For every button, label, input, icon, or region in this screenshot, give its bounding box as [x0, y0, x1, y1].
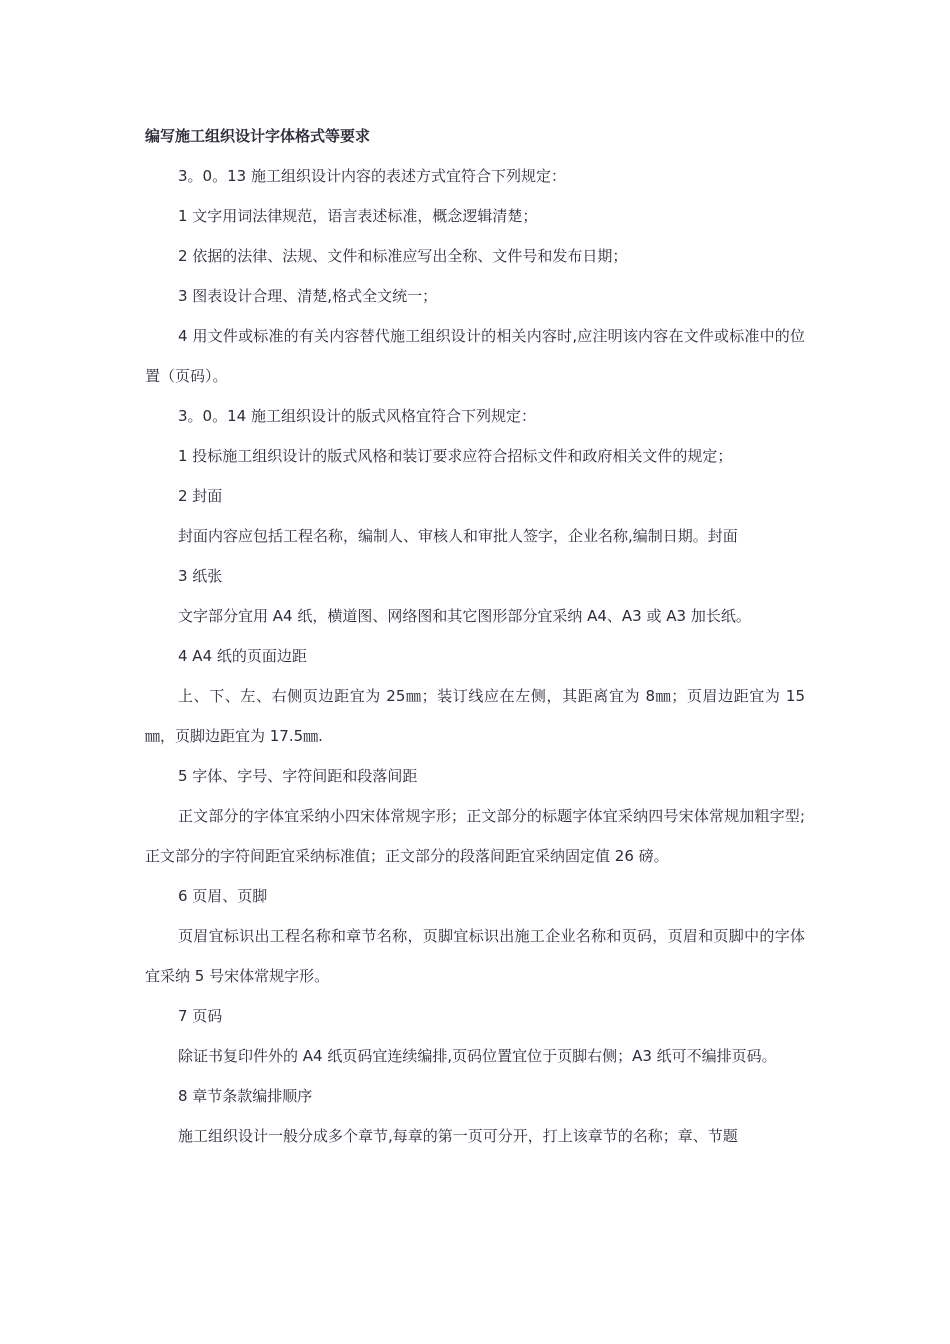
paragraph-chapter-order-content: 施工组织设计一般分成多个章节,每章的第一页可分开，打上该章节的名称；章、节题: [178, 1127, 738, 1145]
section-heading-paper: 3 纸张: [178, 567, 223, 585]
paragraph-item-1-wording: 1 文字用词法律规范，语言表述标准，概念逻辑清楚；: [178, 207, 538, 225]
paragraph-header-footer-content: 页眉宜标识出工程名称和章节名称，页脚宜标识出施工企业名称和页码，页眉和页脚中的字体宜采纳 5 号宋体常规字形。: [145, 927, 805, 985]
paragraph-clause-3-0-13: 3。0。13 施工组织设计内容的表述方式宜符合下列规定：: [178, 167, 566, 185]
paragraph-item-1-bid-format: 1 投标施工组织设计的版式风格和装订要求应符合招标文件和政府相关文件的规定；: [178, 447, 733, 465]
paragraph-margins-content: 上、下、左、右侧页边距宜为 25㎜；装订线应在左侧，其距离宜为 8㎜；页眉边距宜为 15㎜，页脚边距宜为 17.5㎜.: [145, 687, 805, 745]
paragraph-paper-content: 文字部分宜用 A4 纸，横道图、网络图和其它图形部分宜采纳 A4、A3 或 A3 加长纸。: [178, 607, 751, 625]
document-page: [145, 116, 805, 1156]
section-heading-fonts: 5 字体、字号、字符间距和段落间距: [178, 767, 418, 785]
paragraph-page-numbers-content: 除证书复印件外的 A4 纸页码宜连续编排,页码位置宜位于页脚右侧；A3 纸可不编排页码。: [178, 1047, 777, 1065]
paragraph-item-4-substitution: 4 用文件或标准的有关内容替代施工组织设计的相关内容时,应注明该内容在文件或标准中的位置（页码）。: [145, 327, 805, 385]
section-heading-margins: 4 A4 纸的页面边距: [178, 647, 307, 665]
section-heading-page-numbers: 7 页码: [178, 1007, 223, 1025]
paragraph-item-2-references: 2 依据的法律、法规、文件和标准应写出全称、文件号和发布日期；: [178, 247, 628, 265]
document-title: 编写施工组织设计字体格式等要求: [145, 127, 371, 145]
section-heading-chapter-order: 8 章节条款编排顺序: [178, 1087, 313, 1105]
section-heading-cover: 2 封面: [178, 487, 223, 505]
paragraph-clause-3-0-14: 3。0。14 施工组织设计的版式风格宜符合下列规定：: [178, 407, 536, 425]
paragraph-item-3-charts: 3 图表设计合理、清楚,格式全文统一；: [178, 287, 438, 305]
section-heading-header-footer: 6 页眉、页脚: [178, 887, 268, 905]
paragraph-fonts-content: 正文部分的字体宜采纳小四宋体常规字形；正文部分的标题字体宜采纳四号宋体常规加粗字型;正文部分的字符间距宜采纳标准值；正文部分的段落间距宜采纳固定值 26 磅。: [145, 807, 805, 865]
paragraph-cover-content: 封面内容应包括工程名称，编制人、审核人和审批人签字，企业名称,编制日期。封面: [178, 527, 738, 545]
